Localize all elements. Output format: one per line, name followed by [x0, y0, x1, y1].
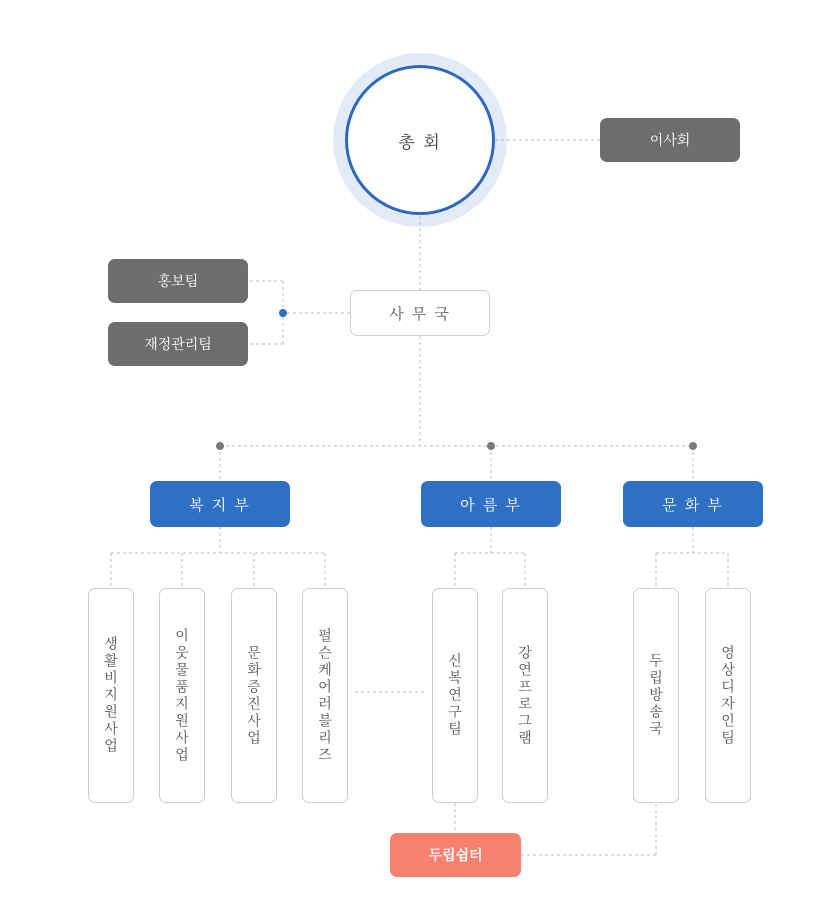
node-shelter-label: 두립쉼터 [428, 847, 483, 863]
node-areum-item-1[interactable] [432, 588, 478, 803]
node-welfare-item-1[interactable] [88, 588, 134, 803]
node-dept-areum[interactable] [421, 481, 561, 527]
node-welfare-item-2-label: 이웃물품지원사업 [174, 627, 191, 764]
node-office-label: 사 무 국 [389, 305, 451, 323]
node-welfare-item-3-label: 문화증진사업 [246, 644, 263, 747]
node-welfare-item-4-label: 펄슨케어러블리즈 [317, 627, 334, 764]
node-dept-culture[interactable] [623, 481, 763, 527]
node-shelter[interactable] [390, 833, 521, 877]
node-culture-item-2-label: 영상디자인팀 [720, 644, 737, 747]
node-dept-welfare[interactable] [150, 481, 290, 527]
junction-dot-office [279, 309, 287, 317]
node-office[interactable] [350, 290, 490, 336]
node-welfare-item-3[interactable] [231, 588, 277, 803]
node-areum-item-2[interactable] [502, 588, 548, 803]
junction-dot-welfare [216, 442, 224, 450]
node-dept-welfare-label: 복 지 부 [189, 496, 251, 514]
node-areum-item-1-label: 신복연구팀 [447, 653, 464, 738]
node-dept-culture-label: 문 화 부 [662, 496, 724, 514]
node-welfare-item-1-label: 생활비지원사업 [103, 636, 120, 755]
junction-dot-areum [487, 442, 495, 450]
node-finance-team-label: 재정관리팀 [144, 336, 212, 352]
node-board[interactable] [600, 118, 740, 162]
node-culture-item-2[interactable] [705, 588, 751, 803]
junction-dot-culture [689, 442, 697, 450]
node-pr-team-label: 홍보팀 [157, 273, 199, 289]
node-welfare-item-4[interactable] [302, 588, 348, 803]
node-culture-item-1[interactable] [633, 588, 679, 803]
node-pr-team[interactable] [108, 259, 248, 303]
node-culture-item-1-label: 두립방송국 [648, 653, 665, 738]
node-board-label: 이사회 [649, 132, 691, 148]
node-dept-areum-label: 아 름 부 [460, 496, 522, 514]
node-finance-team[interactable] [108, 322, 248, 366]
node-areum-item-2-label: 강연프로그램 [517, 644, 534, 747]
node-welfare-item-2[interactable] [159, 588, 205, 803]
node-assembly-label: 총 회 [398, 132, 442, 152]
node-assembly[interactable] [345, 65, 495, 215]
